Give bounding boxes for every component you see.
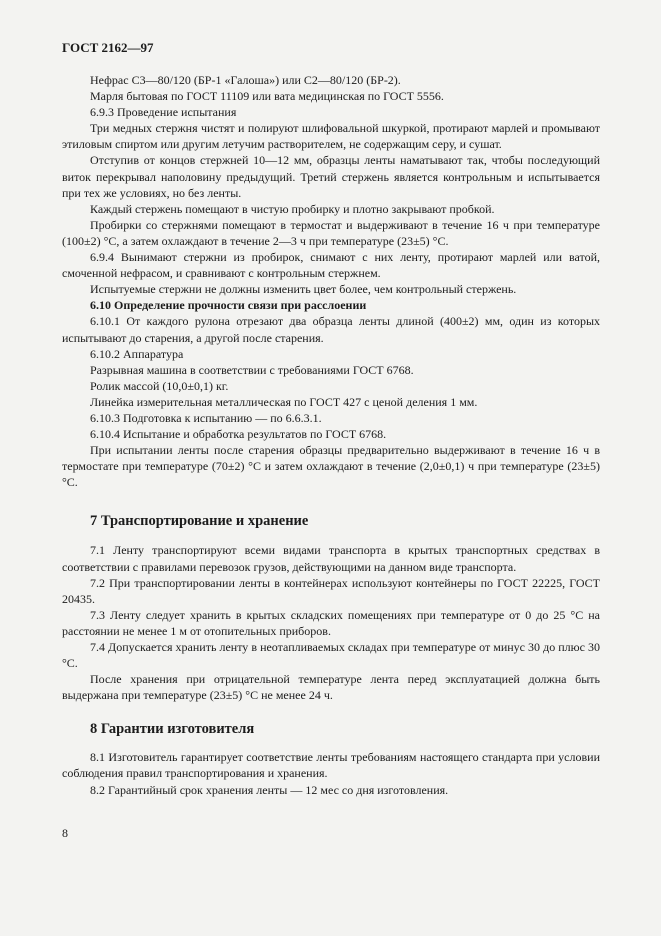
paragraph: Испытуемые стержни не должны изменить цвет более, чем контрольный стержень. [90, 282, 517, 297]
paragraph: Каждый стержень помещают в чистую пробирку и плотно закрывают пробкой. [90, 201, 495, 216]
paragraph: 6.9.4 Вынимают стержни из пробирок, снимают с них ленту, протирают марлей или ватой, смоченной нефрасом, и сравнивают с контрольным стержнем. [62, 250, 600, 281]
paragraph: После хранения при отрицательной температуре лента перед эксплуатацией должна быть выдержана при температуре (23±5) °С не менее 24 ч. [62, 672, 600, 703]
section-8-title: 8 Гарантии изготовителя [90, 721, 255, 738]
paragraph: При испытании ленты после старения образцы предварительно выдерживают в течение 16 ч в термостате при температуре (70±2) °С и затем охлаждают в течение (2,0±0,1) ч при температуре (23±5) °С. [62, 443, 600, 490]
document-body [62, 72, 600, 798]
clause-heading: 6.10.2 Аппаратура [90, 346, 184, 361]
paragraph: 7.2 При транспортировании ленты в контейнерах используют контейнеры по ГОСТ 22225, ГОСТ 20435. [62, 575, 600, 606]
paragraph: Марля бытовая по ГОСТ 11109 или вата медицинская по ГОСТ 5556. [90, 89, 444, 104]
paragraph: Разрывная машина в соответствии с требованиями ГОСТ 6768. [90, 362, 414, 377]
paragraph: 7.1 Ленту транспортируют всеми видами транспорта в крытых транспортных средствах в соответствии с правилами перевозок грузов, действующими на данном виде транспорта. [62, 543, 600, 574]
paragraph: 8.1 Изготовитель гарантирует соответствие ленты требованиям настоящего стандарта при условии соблюдения правил транспортирования и хранения. [62, 750, 600, 781]
paragraph: Ролик массой (10,0±0,1) кг. [90, 378, 229, 393]
clause-heading: 6.9.3 Проведение испытания [90, 105, 237, 120]
paragraph: Три медных стержня чистят и полируют шлифовальной шкуркой, протирают марлей и промывают этиловым спиртом или другим летучим растворителем, не содержащим серу, и сушат. [62, 121, 600, 152]
paragraph: 7.4 Допускается хранить ленту в неотапливаемых складах при температуре от минус 30 до плюс 30 °С. [62, 640, 600, 671]
paragraph: 7.3 Ленту следует хранить в крытых складских помещениях при температуре от 0 до 25 °С на расстоянии не менее 1 м от отопительных приборов. [62, 607, 600, 638]
paragraph: 6.10.4 Испытание и обработка результатов по ГОСТ 6768. [90, 427, 387, 442]
paragraph: 8.2 Гарантийный срок хранения ленты — 12 мес со дня изготовления. [90, 782, 449, 797]
section-7-title: 7 Транспортирование и хранение [90, 513, 309, 530]
paragraph: Отступив от концов стержней 10—12 мм, образцы ленты наматывают так, чтобы последующий виток перекрывал наполовину предыдущий. Третий стержень является контрольным и испытывается при тех же условиях, но без ленты. [62, 153, 600, 200]
page-number: 8 [62, 826, 68, 840]
paragraph: 6.10.1 От каждого рулона отрезают два образца ленты длиной (400±2) мм, один из которых испытывают до старения, а другой после старения. [62, 314, 600, 345]
paragraph: Линейка измерительная металлическая по ГОСТ 427 с ценой деления 1 мм. [90, 394, 478, 409]
paragraph: Пробирки со стержнями помещают в термостат и выдерживают в течение 16 ч при температуре (100±2) °С, а затем охлаждают в течение 2—3 ч при температуре (23±5) °С. [62, 217, 600, 248]
subsection-heading: 6.10 Определение прочности связи при расслоении [90, 298, 367, 313]
paragraph: Нефрас С3—80/120 (БР-1 «Галоша») или С2—80/120 (БР-2). [90, 73, 401, 87]
document-header: ГОСТ 2162—97 [62, 40, 154, 55]
paragraph: 6.10.3 Подготовка к испытанию — по 6.6.3.1. [90, 410, 322, 425]
